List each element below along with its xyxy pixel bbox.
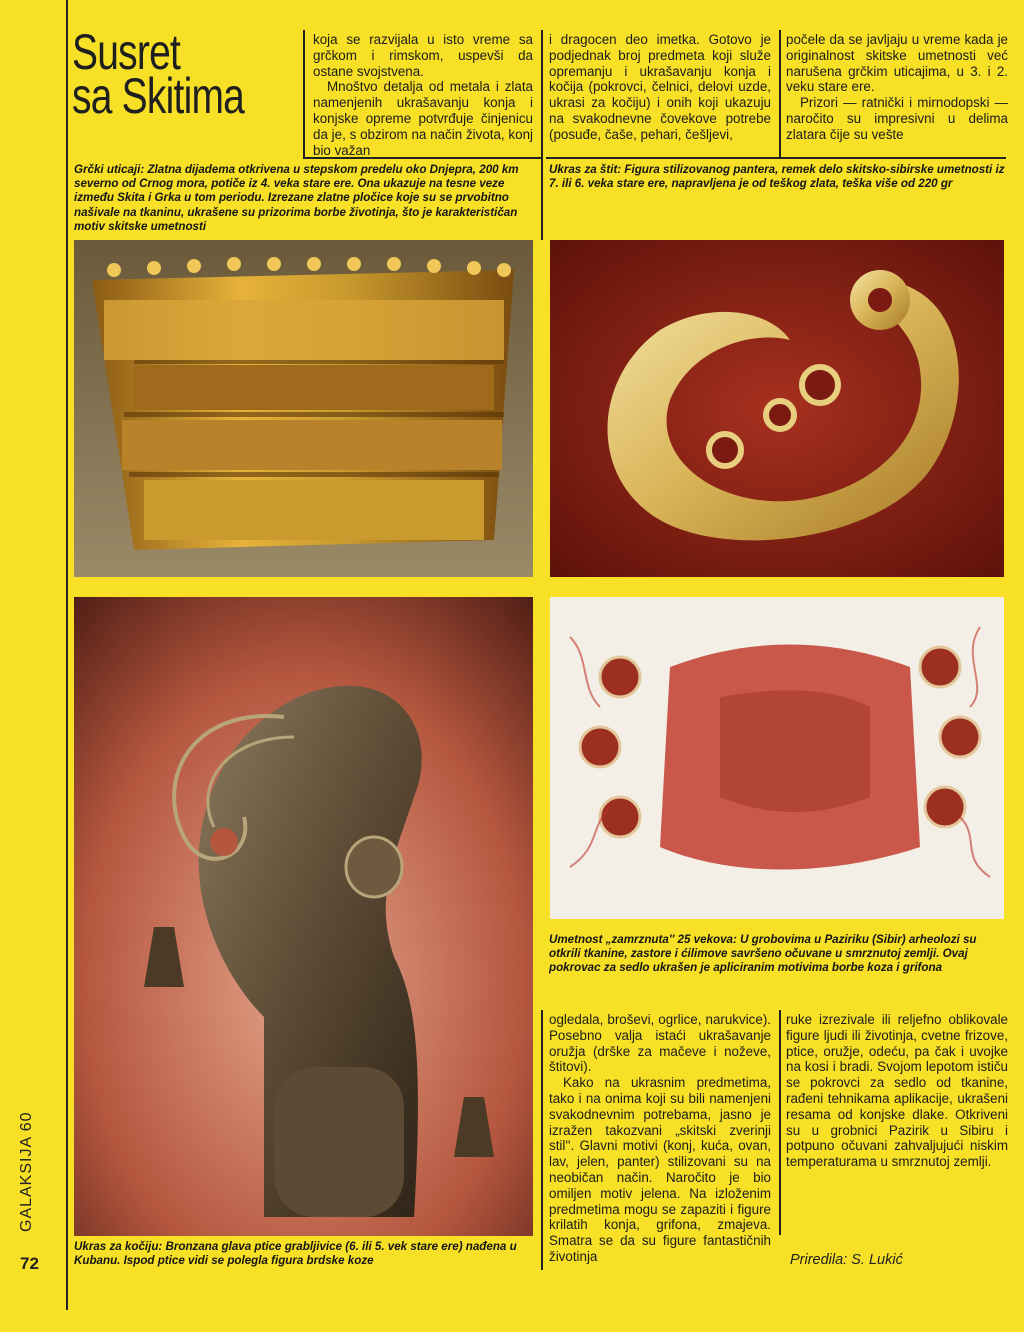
column-rule: [541, 1010, 543, 1270]
column-rule: [303, 30, 305, 158]
column-rule: [541, 30, 543, 240]
photo-bronze-bird-head: [74, 597, 533, 1236]
paragraph: počele da se javljaju u vreme kada je originalnost skitske umetnosti već narušena grčkim uticajima, u 3. i 2. veku stare ere.: [786, 32, 1008, 95]
page-number: 72: [20, 1254, 39, 1273]
article-title: [72, 24, 251, 124]
paragraph: ogledala, broševi, ogrlice, narukvice). Posebno valja istaći ukrašavanje oružja (drške za mačeve i noževe, štitovi).: [549, 1012, 771, 1075]
paragraph: Kako na ukrasnim predmetima, tako i na onima koji su bili namenjeni svakodnevnim potrebama, jasno je izražen takozvani „skitski zverinji stil''. Glavni motivi (konj, kuća, ovan, lav, jelen, panter) stilizovani su na neobičan način. Naročito je bio omiljen motiv jelena. Na izloženim predmetima mogu se zapaziti i figure krilatih konja, grifona, zmajeva. Smatra se da su figure fantastičnih životinja: [549, 1075, 771, 1264]
paragraph: Prizori — ratnički i mirnodopski — naročito su impresivni u delima zlatara čije su vešte: [786, 95, 1008, 142]
paragraph: ruke izrezivale ili reljefno oblikovale figure ljudi ili životinja, cvetne frizove, ptice, oružje, odeću, pa čak i uvojke na kosi i bradi. Svojom lepotom ističu se pokrovci za sedlo od tkanine, rađeni tehnikama aplikacije, ukrašeni resama od konjske dlake. Otkriveni su u grobnici Pazirik u Sibiru i potpuno očuvani zahvaljujući niskim temperaturama u smrznutoj zemlji.: [786, 1012, 1008, 1170]
body-column-1: [313, 32, 533, 158]
caption-shield: Ukras za štit: Figura stilizovanog pantera, remek delo skitsko-sibirske umetnosti iz 7. ili 6. veka stare ere, napravljena je od teškog zlata, teška više od 220 gr: [549, 163, 1005, 191]
paragraph: i dragocen deo imetka. Gotovo je podjednak broj predmeta koji služe opremanju i ukrašavanju konja i kočija (pokrovci, čelnici, delovi uzde, ukrasi za kočiju) i onih koji ukazuju na svakodnevne čovekove potrebe (posuđe, čaše, pehari, češljevi,: [549, 32, 771, 142]
column-rule: [779, 1010, 781, 1235]
caption-chariot: Ukras za kočiju: Bronzana glava ptice grabljivice (6. ili 5. vek stare ere) nađena u Kubanu. Ispod ptice vidi se polegla figura brdske koze: [74, 1240, 517, 1268]
column-rule: [779, 30, 781, 158]
caption-saddle: Umetnost „zamrznuta'' 25 vekova: U grobovima u Paziriku (Sibir) arheolozi su otkrili tkanine, zastore i ćilimove savršeno očuvane u smrznutoj zemlji. Ovaj pokrovac za sedlo ukrašen je apliciranim motivima borbe koza i grifona: [549, 933, 977, 975]
title-line-1: Susret: [72, 24, 181, 80]
paragraph: Mnoštvo detalja od metala i zlata namenjenih ukrašavanju konja i konjske opreme potvrđuje činjenicu da je, s obzirom na način života, konj bio važan: [313, 79, 533, 158]
title-line-2: sa Skitima: [72, 68, 245, 124]
caption-diadem: Grčki uticaji: Zlatna dijadema otkrivena u stepskom predelu oko Dnjepra, 200 km severno od Crnog mora, potiče iz 4. veka stare ere. Ona ukazuje na tesne veze između Skita i Grka u tom periodu. Izrezane zlatne pločice koje su se prvobitno našivale na tkaninu, ukrašene su prizorima borbe životinja, što je karakterističan motiv skitske umetnosti: [74, 163, 519, 233]
photo-panther-ornament: [550, 240, 1004, 577]
author-credit: Priredila: S. Lukić: [790, 1252, 903, 1268]
body-column-2: [549, 32, 771, 158]
photo-golden-diadem: [74, 240, 533, 577]
paragraph: koja se razvijala u isto vreme sa grčkom i rimskom, uspevši da ostane svojstvena.: [313, 32, 533, 79]
left-margin-rule: [66, 0, 68, 1310]
body-column-4: [549, 1012, 771, 1270]
photo-saddle-cover: [550, 597, 1004, 919]
body-column-3: [786, 32, 1008, 158]
magazine-name: GALAKSIJA 60: [18, 1111, 35, 1232]
body-column-5: [786, 1012, 1008, 1192]
